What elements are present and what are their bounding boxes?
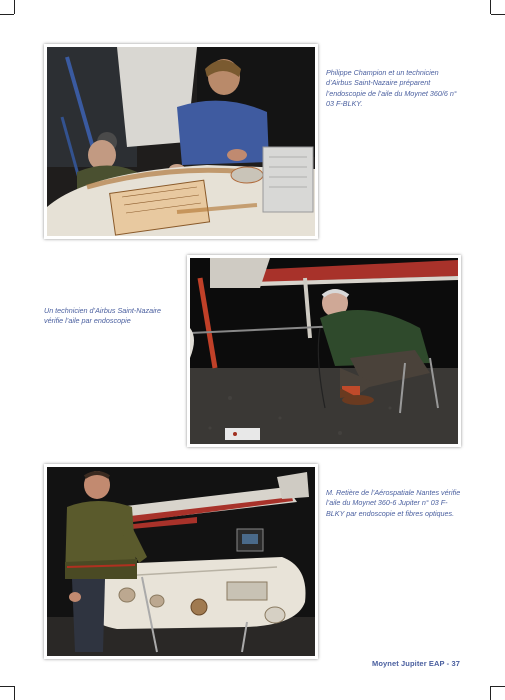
crop-mark-bottom-right-v [490,686,491,700]
crop-mark-top-right-h [491,14,505,15]
crop-mark-bottom-right-h [491,686,505,687]
crop-mark-top-left-h [0,14,14,15]
caption-photo-1: Philippe Champion et un technicien d’Airbus Saint-Nazaire préparent l’endoscopie de l’aile du Moynet 360/6 n° 03 F-BLKY. [326,68,457,109]
caption-photo-3: M. Retière de l’Aérospatiale Nantes vérifie l’aile du Moynet 360-6 Jupiter n° 03 F-BLKY par endoscopie et fibres optiques. [326,488,461,518]
photo-technician-endoscopy [187,255,461,447]
caption-photo-2: Un technicien d’Airbus Saint-Nazaire vérifie l’aile par endoscopie [44,306,162,326]
crop-mark-bottom-left-h [0,686,14,687]
photo-fiber-optic-inspection [44,464,318,659]
crop-mark-bottom-left-v [14,686,15,700]
photo-endoscopy-preparation [44,44,318,239]
page-footer: Moynet Jupiter EAP - 37 [371,659,460,668]
crop-mark-top-left-v [14,0,15,14]
crop-mark-top-right-v [490,0,491,14]
